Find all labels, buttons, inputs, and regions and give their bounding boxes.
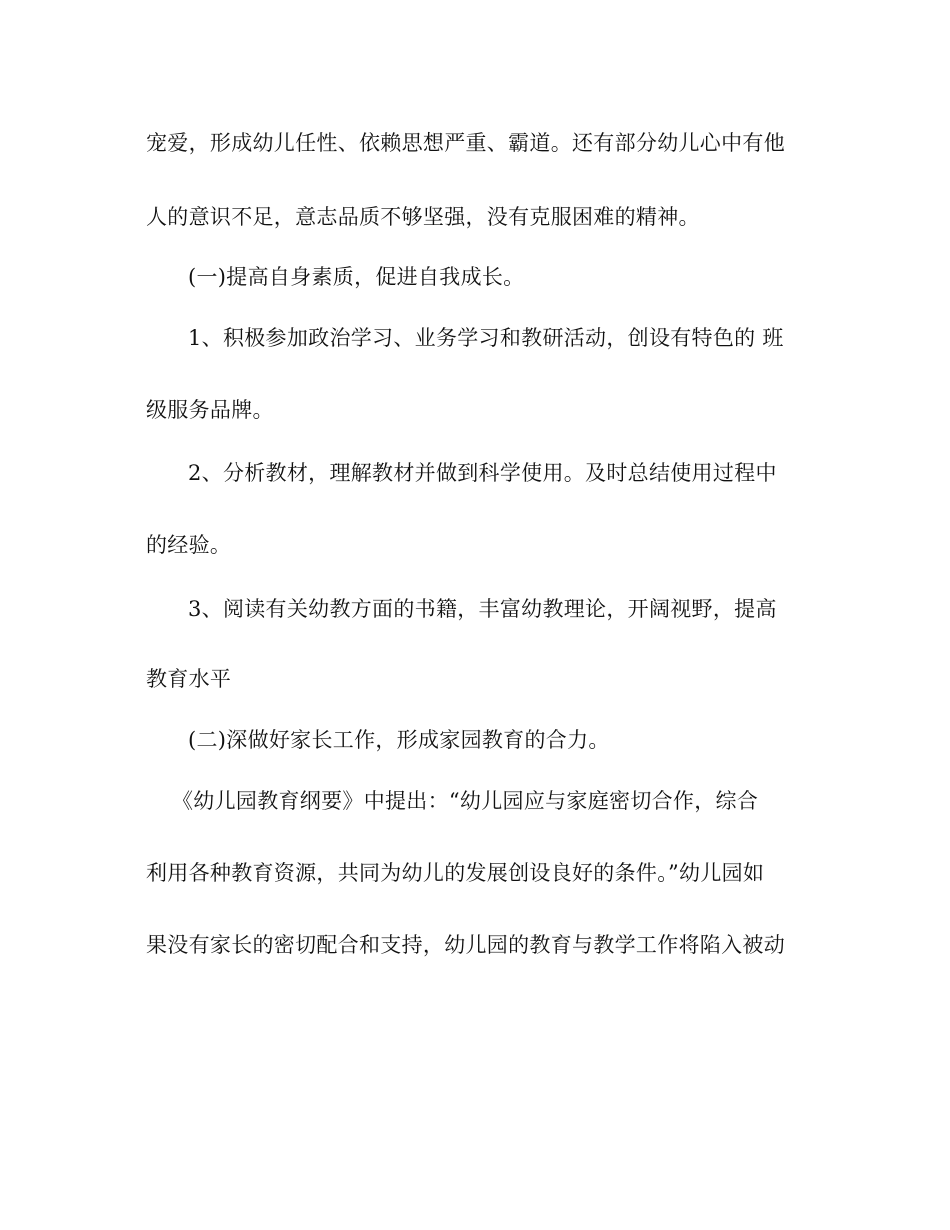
paragraph-line: 的经验。 [146,533,232,557]
paragraph-line: 人的意识不足，意志品质不够坚强，没有克服困难的精神。 [146,205,700,229]
paragraph-line: 果没有家长的密切配合和支持，幼儿园的教育与教学工作将陷入被动 [146,933,785,957]
paragraph-line: 宠爱，形成幼儿任性、依赖思想严重、霸道。还有部分幼儿心中有他 [146,131,785,155]
paragraph-line: 《幼儿园教育纲要》中提出：“幼儿园应与家庭密切合作，综合 [172,789,759,813]
list-item: 1、积极参加政治学习、业务学习和教研活动，创设有特色的 班 [188,326,784,350]
list-item: 3、阅读有关幼教方面的书籍，丰富幼教理论，开阔视野，提高 [188,597,777,621]
paragraph-line: 教育水平 [146,667,232,691]
paragraph-line: 级服务品牌。 [146,398,274,422]
list-item: 2、分析教材，理解教材并做到科学使用。及时总结使用过程中 [188,461,777,485]
section-heading: (二)深做好家长工作，形成家园教育的合力。 [188,728,610,752]
paragraph-line: 利用各种教育资源，共同为幼儿的发展创设良好的条件。”幼儿园如 [146,861,765,885]
section-heading: (一)提高自身素质，促进自我成长。 [188,265,525,289]
